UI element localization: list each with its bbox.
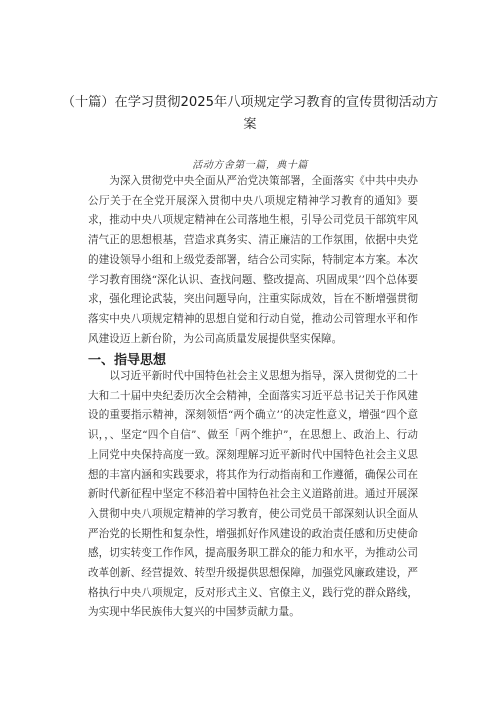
intro-paragraph: 为深入贯彻党中央全面从严治党决策部署，全面落实《中共中央办公厅关于在全党开展深入贯彻中央八项规定精神学习教育的通知》要求，推动中央八项规定精神在公司落地生根，引导公司党员干部筑牢风清气正的思想根基，营造求真务实、清正廉洁的工作氛围，依据中央党的建设领导小组和上级党委部署，结合公司实际，特制定本方案。本次学习教育围绕“深化认识、查找问题、整改提高、巩固成果’’四个总体要求，强化理论武装，突出问题导向，注重实际成效，旨在不断增强贯彻落实中央八项规定精神的思想自觉和行动自觉，推动公司管理水平和作风建设迈上新台阶，为公司高质量发展提供坚实保障。: [88, 175, 418, 345]
section-paragraph: 以习近平新时代中国特色社会主义思想为指导，深入贯彻党的二十大和二十届中央纪委历次全会精神，全面落实习近平总书记关于作风建设的重要指示精神，深刻领悟“两个确立’’的决定性意义，增强“四个意识，，、坚定“四个自信”、做至「两个维护”，在思想上、政治上、行动上同党中央保持高度一致。深刻理解习近平新时代中国特色社会主义思想的丰富内涵和实践要求，将其作为行动指南和工作遵循，确保公司在新时代新征程中坚定不移沿着中国特色社会主义道路前进。通过开展深入贯彻中央八项规定精神的学习教育，使公司党员干部深刻认识全面从严治党的长期性和复杂性，增强抓好作风建设的政治责任感和历史使命感，切实转变工作作风，提高服务职工群众的能力和水平，为推动公司改革创新、经营提效、转型升级提供思想保障，加强党风廉政建设，严格执行中央八项规定，反对形式主义、官僚主义，践行党的群众路线，为实现中华民族伟大复兴的中国梦贡献力量。: [88, 370, 418, 619]
document-title: （十篇）在学习贯彻2025年八项规定学习教育的宣传贯彻活动方案: [61, 95, 439, 132]
document-subtitle: 活动方舍第一篇，典十篇: [192, 160, 308, 171]
section-heading: 一、指导思想: [88, 353, 167, 368]
